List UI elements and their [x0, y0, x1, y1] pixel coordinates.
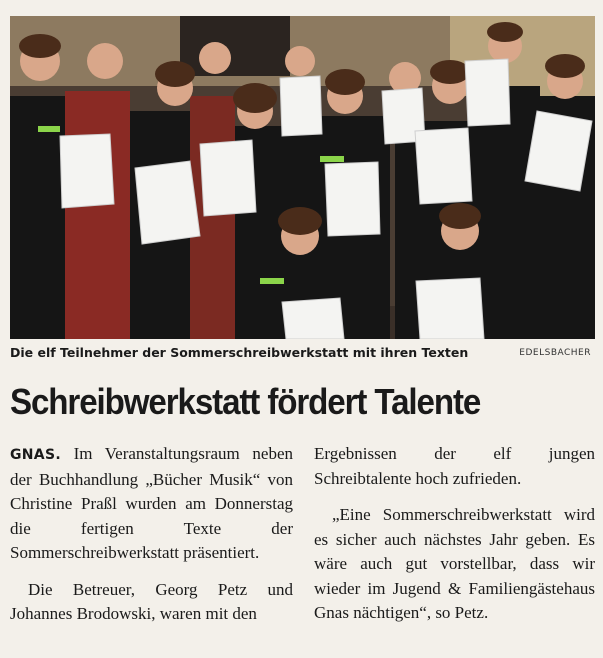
dateline: GNAS. — [10, 447, 61, 463]
article-photo — [10, 16, 595, 339]
paragraph-1-text: Im Veranstaltungsraum neben der Buchhandlung „Bücher Musik“ von Christine Praßl wurden am Donnerstag die fertigen Texte der Sommerschreibwerkstatt präsentiert. — [10, 444, 293, 562]
article-paragraph-3: „Eine Sommerschreibwerkstatt wird es sicher auch nächstes Jahr geben. Es wäre auch gut vorstellbar, dass wir wieder im Jugend & Familiengästehaus Gnas nächtigen“, so Petz. — [314, 505, 595, 622]
paragraph-2-text: Die Betreuer, Georg Petz und Johannes Brodowski, waren mit den — [10, 579, 293, 623]
article-paragraph-1 — [10, 442, 293, 566]
photo-credit: EDELSBACHER — [519, 348, 591, 358]
photo-caption — [10, 343, 595, 363]
article-column-right — [314, 442, 595, 626]
caption-text: Die elf Teilnehmer der Sommerschreibwerkstatt mit ihren Texten — [10, 345, 469, 360]
group-photo-illustration — [10, 16, 595, 339]
article-headline: Schreibwerkstatt fördert Talente — [10, 381, 481, 422]
article-paragraph-2 — [10, 578, 293, 627]
article-column-left — [10, 442, 293, 627]
article-paragraph-2-continued: Ergebnissen der elf jungen Schreibtalente hoch zufrieden. — [314, 444, 595, 488]
